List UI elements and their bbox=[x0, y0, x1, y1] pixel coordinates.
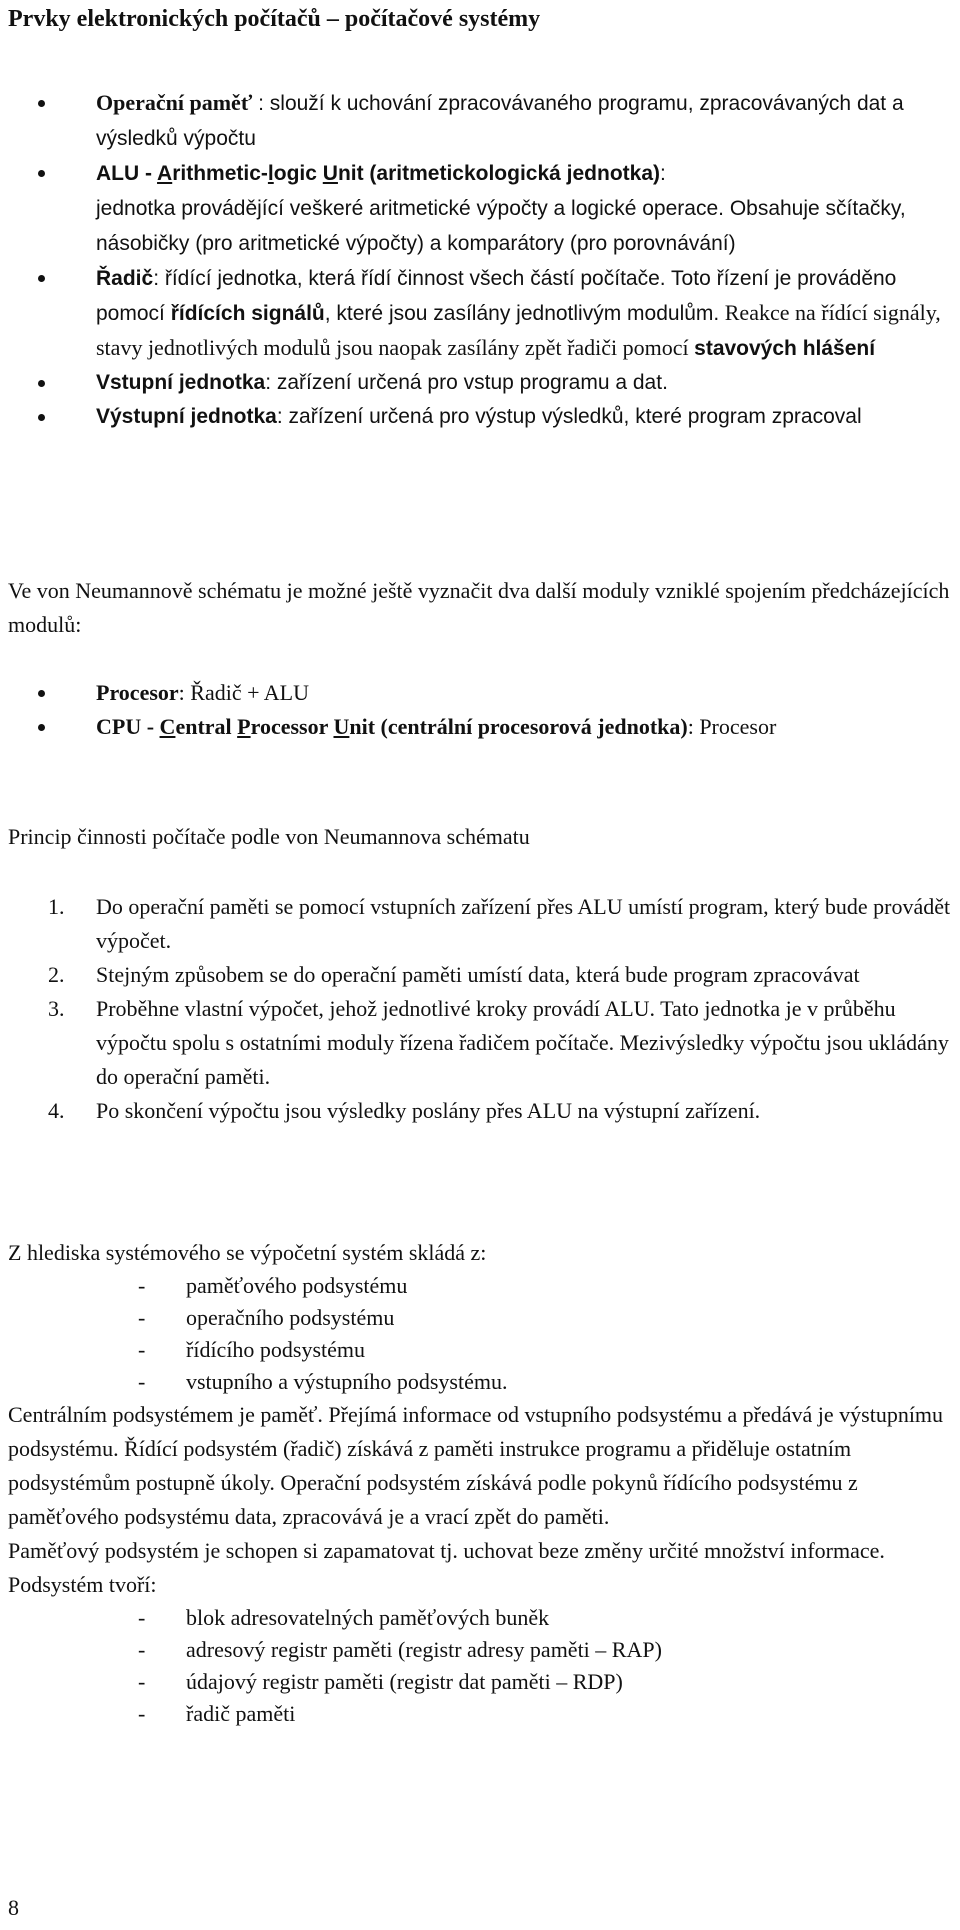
system-section bbox=[8, 1236, 953, 1730]
neumann-intro-paragraph: Ve von Neumannově schématu je možné ještě vyznačit dva další moduly vzniklé spojením předcházejících modulů: bbox=[8, 578, 950, 637]
term-control-signals: řídících signálů bbox=[170, 302, 325, 325]
subsystem-item bbox=[8, 1366, 953, 1398]
alu-letter-u: U bbox=[322, 162, 338, 185]
memory-part-text: řadič paměti bbox=[186, 1701, 296, 1726]
neumann-intro-section bbox=[8, 574, 953, 642]
alu-ogic: ogic bbox=[273, 162, 323, 185]
term-output-unit: Výstupní jednotka bbox=[96, 405, 277, 428]
term-controller: Řadič bbox=[96, 267, 154, 290]
dash-marker: - bbox=[138, 1337, 146, 1362]
list-item-controller bbox=[8, 261, 953, 366]
dash-marker: - bbox=[138, 1637, 146, 1662]
dash-marker: - bbox=[138, 1701, 146, 1726]
cpu-prefix: CPU - bbox=[96, 714, 160, 739]
subsystem-item bbox=[8, 1334, 953, 1366]
alu-colon: : bbox=[660, 162, 666, 185]
desc-controller-3: Reakce na řídící signály, stavy jednotlivých modulů jsou naopak zasílány zpět řadiči pomocí bbox=[96, 300, 941, 360]
step-number: 2. bbox=[48, 962, 65, 987]
subsystem-text: paměťového podsystému bbox=[186, 1273, 408, 1298]
term-operational-memory: Operační paměť bbox=[96, 90, 253, 115]
dash-marker: - bbox=[138, 1369, 146, 1394]
list-item-output-unit bbox=[8, 400, 953, 434]
desc-input-unit: : zařízení určená pro vstup programu a dat. bbox=[265, 371, 668, 394]
subsystem-text: vstupního a výstupního podsystému. bbox=[186, 1369, 508, 1394]
desc-output-unit: : zařízení určená pro výstup výsledků, které program zpracoval bbox=[276, 405, 862, 428]
term-input-unit: Vstupní jednotka bbox=[96, 371, 266, 394]
step-number: 3. bbox=[48, 996, 65, 1021]
dash-marker: - bbox=[138, 1605, 146, 1630]
desc-controller-2: , které jsou zasílány jednotlivým modulům. bbox=[324, 302, 720, 325]
alu-nit: nit (aritmetickologická jednotka) bbox=[337, 162, 661, 185]
subsystem-item bbox=[8, 1270, 953, 1302]
subsystems-list bbox=[8, 1270, 953, 1398]
memory-part-text: adresový registr paměti (registr adresy paměti – RAP) bbox=[186, 1637, 662, 1662]
step-text: Do operační paměti se pomocí vstupních zařízení přes ALU umístí program, který bude provádět výpočet. bbox=[96, 894, 951, 953]
memory-part-item bbox=[8, 1634, 953, 1666]
steps-list bbox=[8, 890, 953, 1128]
principle-heading: Princip činnosti počítače podle von Neumannova schématu bbox=[8, 824, 530, 849]
subsystem-text: řídícího podsystému bbox=[186, 1337, 366, 1362]
cpu-nit: nit (centrální procesorová jednotka) bbox=[349, 714, 688, 739]
desc-alu: jednotka provádějící veškeré aritmetické výpočty a logické operace. Obsahuje sčítačky, násobičky (pro aritmetické výpočty) a komparátory (pro porovnávání) bbox=[96, 197, 906, 255]
modules-section bbox=[8, 676, 953, 744]
step-text: Stejným způsobem se do operační paměti umístí data, která bude program zpracovávat bbox=[96, 962, 860, 987]
memory-part-item bbox=[8, 1698, 953, 1730]
desc-processor: : Řadič + ALU bbox=[178, 680, 310, 705]
step-text: Proběhne vlastní výpočet, jehož jednotlivé kroky provádí ALU. Tato jednotka je v průběhu výpočtu spolu s ostatními moduly řízena řadičem počítače. Mezivýsledky výpočtu jsou ukládány do operační paměti. bbox=[96, 996, 949, 1089]
memory-part-text: údajový registr paměti (registr dat paměti – RDP) bbox=[186, 1669, 623, 1694]
alu-letter-a: A bbox=[157, 162, 173, 185]
alu-letter-l: l bbox=[267, 162, 274, 185]
dash-marker: - bbox=[138, 1669, 146, 1694]
memory-part-text: blok adresovatelných paměťových buněk bbox=[186, 1605, 550, 1630]
step-text: Po skončení výpočtu jsou výsledky poslány přes ALU na výstupní zařízení. bbox=[96, 1098, 761, 1123]
memory-subsystem-paragraph: Paměťový podsystém je schopen si zapamatovat tj. uchovat beze změny určité množství informace. Podsystém tvoří: bbox=[8, 1538, 885, 1597]
memory-parts-list bbox=[8, 1602, 953, 1730]
term-processor: Procesor bbox=[96, 680, 179, 705]
list-item-operational-memory bbox=[8, 86, 953, 156]
dash-marker: - bbox=[138, 1305, 146, 1330]
list-item-cpu bbox=[8, 710, 953, 744]
cpu-letter-p: P bbox=[237, 714, 251, 739]
cpu-letter-u: U bbox=[333, 714, 350, 739]
cpu-entral: entral bbox=[175, 714, 238, 739]
alu-prefix: ALU - bbox=[96, 162, 158, 185]
subsystem-item bbox=[8, 1302, 953, 1334]
list-item-alu bbox=[8, 156, 953, 261]
step-item bbox=[8, 890, 953, 958]
central-subsystem-paragraph: Centrálním podsystémem je paměť. Přejímá informace od vstupního podsystému a předává je výstupnímu podsystému. Řídící podsystém (řadič) získává z paměti instrukce programu a přiděluje ostatním podsystémům postupně úkoly. Operační podsystém získává podle pokynů řídícího podsystému z paměťového podsystému data, zpracovává je a vrací zpět do paměti. bbox=[8, 1402, 944, 1529]
modules-list bbox=[8, 676, 953, 744]
steps-section bbox=[8, 890, 953, 1128]
memory-part-item bbox=[8, 1666, 953, 1698]
step-item bbox=[8, 992, 953, 1094]
page-number: 8 bbox=[8, 1895, 19, 1920]
step-item bbox=[8, 958, 953, 992]
desc-cpu: : Procesor bbox=[687, 714, 777, 739]
principle-section bbox=[8, 820, 953, 854]
list-item-input-unit bbox=[8, 366, 953, 400]
cpu-rocessor: rocessor bbox=[250, 714, 334, 739]
cpu-letter-c: C bbox=[159, 714, 176, 739]
components-section bbox=[8, 86, 953, 434]
desc-controller-1: : řídící jednotka, která řídí činnost všech částí počítače. Toto řízení je prováděno pomocí bbox=[96, 267, 897, 325]
term-status-reports: stavových hlášení bbox=[694, 337, 876, 360]
step-number: 4. bbox=[48, 1098, 65, 1123]
components-list bbox=[8, 86, 953, 434]
desc-operational-memory: : slouží k uchování zpracovávaného programu, zpracovávaných dat a výsledků výpočtu bbox=[96, 92, 904, 150]
step-number: 1. bbox=[48, 894, 65, 919]
page-title: Prvky elektronických počítačů – počítačové systémy bbox=[8, 6, 541, 32]
list-item-processor bbox=[8, 676, 953, 710]
alu-rithmetic: rithmetic- bbox=[172, 162, 268, 185]
step-item bbox=[8, 1094, 953, 1128]
dash-marker: - bbox=[138, 1273, 146, 1298]
subsystem-text: operačního podsystému bbox=[186, 1305, 395, 1330]
memory-part-item bbox=[8, 1602, 953, 1634]
system-intro: Z hlediska systémového se výpočetní systém skládá z: bbox=[8, 1240, 487, 1265]
